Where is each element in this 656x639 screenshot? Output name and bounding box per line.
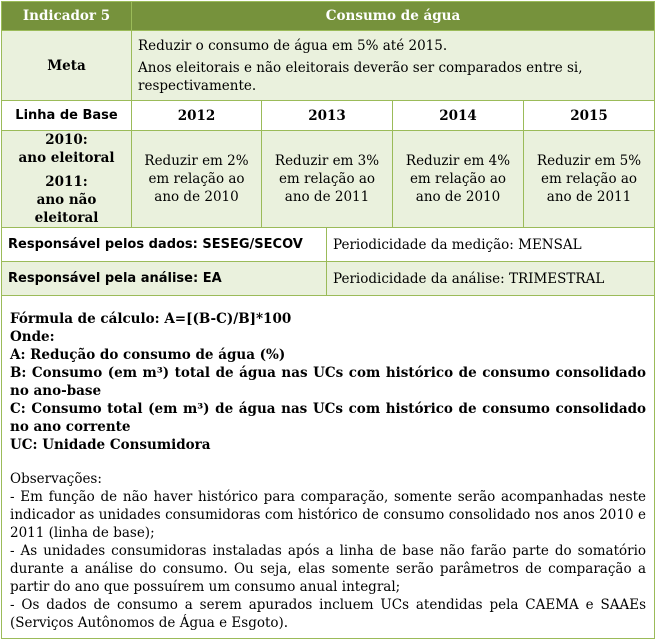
header-row (2, 2, 655, 31)
indicator-title: Consumo de água (132, 2, 655, 31)
baseline-label: Linha de Base (2, 101, 132, 131)
data-responsible-row (2, 228, 655, 262)
year-2015: 2015 (524, 101, 655, 131)
formula-a: A: Redução do consumo de água (%) (10, 347, 286, 363)
meta-label: Meta (2, 31, 132, 101)
year-2012: 2012 (132, 101, 262, 131)
meta-row (2, 31, 655, 101)
observation-item: - As unidades consumidoras instaladas após a linha de base não farão parte do somatório durante a análise do consumo. Ou seja, elas somente serão parâmetros de comparação a partir do ano que possuírem um consumo anual integral; (10, 543, 647, 595)
indicator-table (1, 1, 655, 639)
observation-item: - Em função de não haver histórico para comparação, somente serão acompanhadas neste indicador as unidades consumidoras com histórico de consumo consolidado nos anos 2010 e 2011 (linha de base); (10, 489, 647, 541)
baseline-line-4: ano não eleitoral (34, 192, 99, 226)
baseline-years-row (2, 101, 655, 131)
baseline-line-3: 2011: (45, 174, 88, 190)
meta-content (132, 31, 655, 101)
indicator-sheet (1, 1, 654, 636)
baseline-years-label (2, 131, 132, 228)
analysis-responsible-row (2, 262, 655, 296)
details-row (2, 296, 655, 639)
formula-b: B: Consumo (em m³) total de água nas UCs com histórico de consumo consolidado no ano-base (10, 365, 647, 399)
analysis-responsible: Responsável pela análise: EA (2, 262, 327, 296)
baseline-line-2: ano eleitoral (18, 150, 115, 166)
indicator-number: Indicador 5 (2, 2, 132, 31)
target-2013: Reduzir em 3% em relação ao ano de 2011 (262, 131, 393, 228)
target-2014: Reduzir em 4% em relação ao ano de 2010 (393, 131, 524, 228)
formula-c: C: Consumo total (em m³) de água nas UCs com histórico de consumo consolidado no ano corrente (10, 401, 647, 435)
target-2012: Reduzir em 2% em relação ao ano de 2010 (132, 131, 262, 228)
year-2014: 2014 (393, 101, 524, 131)
target-2015: Reduzir em 5% em relação ao ano de 2011 (524, 131, 655, 228)
observations-title: Observações: (10, 471, 102, 487)
details-cell (2, 296, 655, 639)
measurement-period: Periodicidade da medição: MENSAL (327, 228, 655, 262)
formula-uc: UC: Unidade Consumidora (10, 437, 211, 453)
data-responsible: Responsável pelos dados: SESEG/SECOV (2, 228, 327, 262)
analysis-period: Periodicidade da análise: TRIMESTRAL (327, 262, 655, 296)
baseline-targets-row (2, 131, 655, 228)
meta-line-2: Anos eleitorais e não eleitorais deverão ser comparados entre si, respectivamente. (138, 59, 583, 94)
formula-onde: Onde: (10, 329, 55, 345)
observation-item: - Os dados de consumo a serem apurados incluem UCs atendidas pela CAEMA e SAAEs (Serviços Autônomos de Água e Esgoto). (10, 597, 647, 631)
baseline-line-1: 2010: (45, 132, 88, 148)
year-2013: 2013 (262, 101, 393, 131)
meta-line-1: Reduzir o consumo de água em 5% até 2015. (138, 37, 448, 54)
formula-line: Fórmula de cálculo: A=[(B-C)/B]*100 (10, 311, 292, 327)
